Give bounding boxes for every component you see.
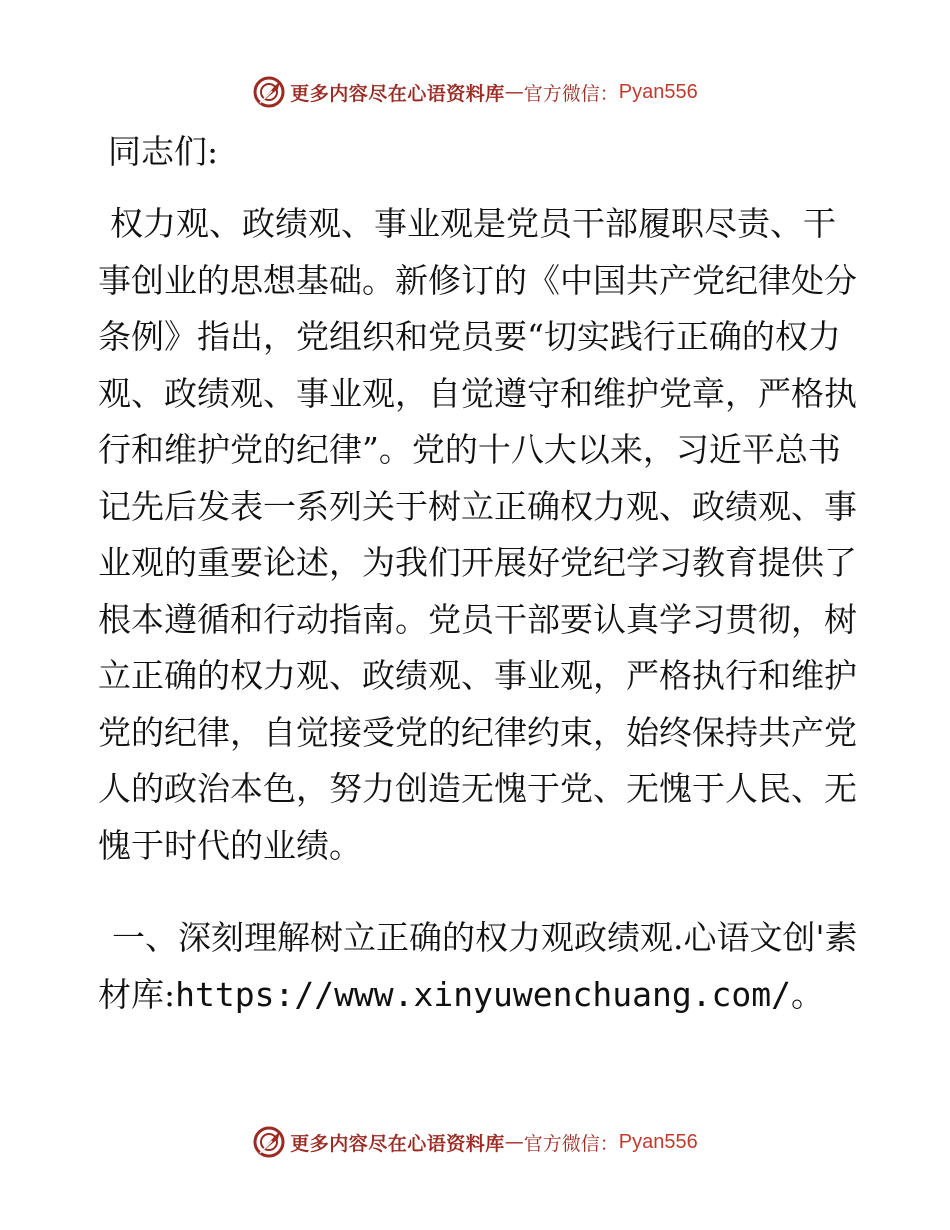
banner-official-label: 官方微信： xyxy=(523,82,619,105)
banner-brand-text: 更多内容尽在心语资料库 xyxy=(290,82,505,105)
banner-wechat-handle: Pyan556 xyxy=(618,1130,698,1153)
banner-wechat-handle: Pyan556 xyxy=(618,80,698,103)
greeting: 同志们: xyxy=(108,132,219,171)
banner-dash: — xyxy=(504,1131,524,1153)
section-heading-1 xyxy=(98,910,858,1023)
footer-banner xyxy=(0,1122,950,1162)
quill-pen-logo-icon xyxy=(252,75,286,109)
section-heading-1-text: 一、深刻理解树立正确的权力观政绩观.心语文创'素材库: xyxy=(98,918,858,1014)
header-banner xyxy=(0,72,950,112)
quill-pen-logo-icon xyxy=(252,1125,286,1159)
banner-brand-text: 更多内容尽在心语资料库 xyxy=(290,1132,505,1155)
paragraph-intro: 权力观、政绩观、事业观是党员干部履职尽责、干事创业的思想基础。新修订的《中国共产党纪律处分条例》指出，党组织和党员要“切实践行正确的权力观、政绩观、事业观，自觉遵守和维护党章，严格执行和维护党的纪律”。党的十八大以来，习近平总书记先后发表一系列关于树立正确权力观、政绩观、事业观的重要论述，为我们开展好党纪学习教育提供了根本遵循和行动指南。党员干部要认真学习贯彻，树立正确的权力观、政绩观、事业观，严格执行和维护党的纪律，自觉接受党的纪律约束，始终保持共产党人的政治本色，努力创造无愧于党、无愧于人民、无愧于时代的业绩。 xyxy=(98,204,857,865)
banner-official-label: 官方微信： xyxy=(523,1132,619,1155)
source-link[interactable]: https://www.xinyuwenchuang.com/ xyxy=(175,974,792,1014)
banner-dash: — xyxy=(504,81,524,103)
section-heading-1-end: 。 xyxy=(791,974,825,1014)
